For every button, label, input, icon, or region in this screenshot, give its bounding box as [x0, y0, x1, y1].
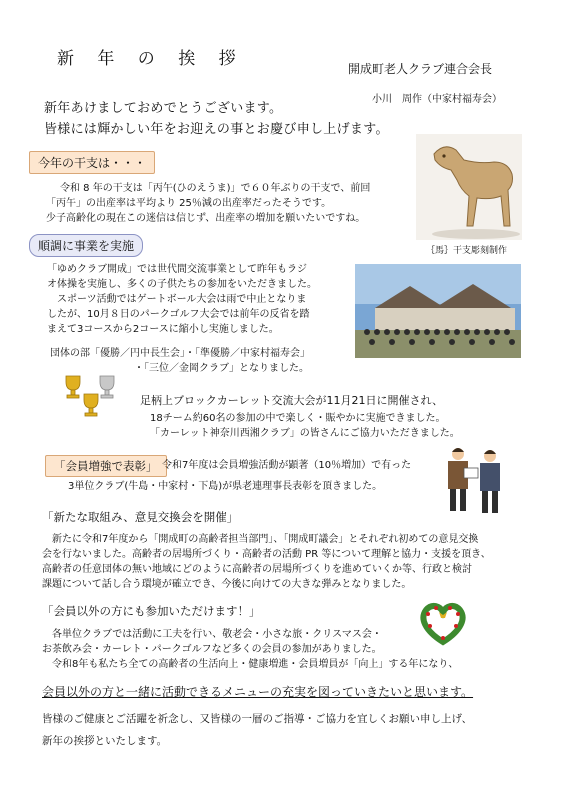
organization-name: 開成町老人クラブ連合会長: [348, 62, 493, 76]
initiative-text: 新たに令和7年度から「開成町の高齢者担当部門」、「開成町議会」とそれぞれ初めての意見交換 会を行ないました。高齢者の居場所づくり・高齢者の活動 PR 等について理解と協力・支援を頂き、 高齢者の任意団体の無い地域にどのように高齢者の居場所づくりを進めていくか等、行政と検討 課題について話し合う環境が確立でき、今後に向けての大きな弾みとなりました。: [42, 534, 491, 590]
eto-text: 令和 8 年の干支は「丙午(ひのえうま)」で６０年ぶりの干支で、前回 「丙午」の出産率は平均より 25％減の出産率だったそうです。 少子高齢化の現在この迷信は信じず、出産率の増加を願いたいですね。: [46, 183, 371, 224]
trophy-icons: [62, 372, 120, 418]
group-photo: [355, 264, 521, 358]
jigyo-text: 「ゆめクラブ開成」では世代間交流事業として昨年もラジ オ体操を実施し、多くの子供たちの参加をいただきました。 スポーツ活動ではゲートボール大会は雨で中止となりま したが、10月８日のパークゴルフ大会では前年の反省を踏 まえて3コースから2コースに縮小し実施しました。: [47, 264, 317, 335]
non-member-text: 各単位クラブでは活動に工夫を行い、敬老会・小さな旅・クリスマス会・ お茶飲み会・カーレト・パークゴルフなど多くの会員の参加がありました。 令和8年も私たち全ての高齢者の生活向上・健康増進・会員増員が「向上」する年になり、: [42, 629, 459, 670]
non-member-heading: 「会員以外の方にも参加いただけます！」: [42, 604, 261, 618]
closing-text: 皆様のご健康とご活躍を祈念し、又皆様の一層のご指導・ご協力を宜しくお願い申し上げ、 新年の挨拶といたします。: [42, 713, 473, 747]
award-ceremony-illustration: [442, 444, 506, 516]
greeting-line-1: 新年あけましておめでとうございます。: [44, 101, 283, 116]
member-line-1: 令和7年度は会員増強活動が顕著（10％増加）で有った: [162, 460, 412, 471]
horse-caption: ｛馬｝干支彫刻制作: [426, 246, 508, 256]
author-name: 小川 周作（中家村福寿会）: [372, 94, 502, 105]
greeting-line-2: 皆様には輝かしい年をお迎えの事とお慶び申し上げます。: [44, 122, 389, 137]
jigyo-results: 団体の部「優勝／円中長生会」・「準優勝／中家村福寿会」 ・「三位／金岡クラブ」となりました。: [50, 348, 310, 374]
horse-carving-photo: [416, 134, 522, 240]
member-heading: 「会員増強で表彰」: [45, 455, 167, 477]
christmas-wreath-icon: [418, 600, 468, 646]
curling-text: 足柄上ブロックカーレット交流大会が11月21日に開催され、 18チーム約60名の参加の中で楽しく・賑やかに実施できました。 「カーレット神奈川西湘クラブ」の皆さんにご協力いただきました。: [140, 394, 460, 439]
jigyo-heading: 順調に事業を実施: [29, 234, 143, 257]
page-title: 新 年 の 挨 拶: [57, 49, 245, 69]
closing-underline: 会員以外の方と一緒に活動できるメニューの充実を図っていきたいと思います。: [42, 685, 474, 699]
member-line-2: 3単位クラブ(牛島・中家村・下島)が県老連理事長表彰を頂きました。: [68, 481, 383, 492]
eto-heading: 今年の干支は・・・: [29, 151, 155, 174]
initiative-heading: 「新たな取組み、意見交換会を開催」: [42, 510, 239, 524]
